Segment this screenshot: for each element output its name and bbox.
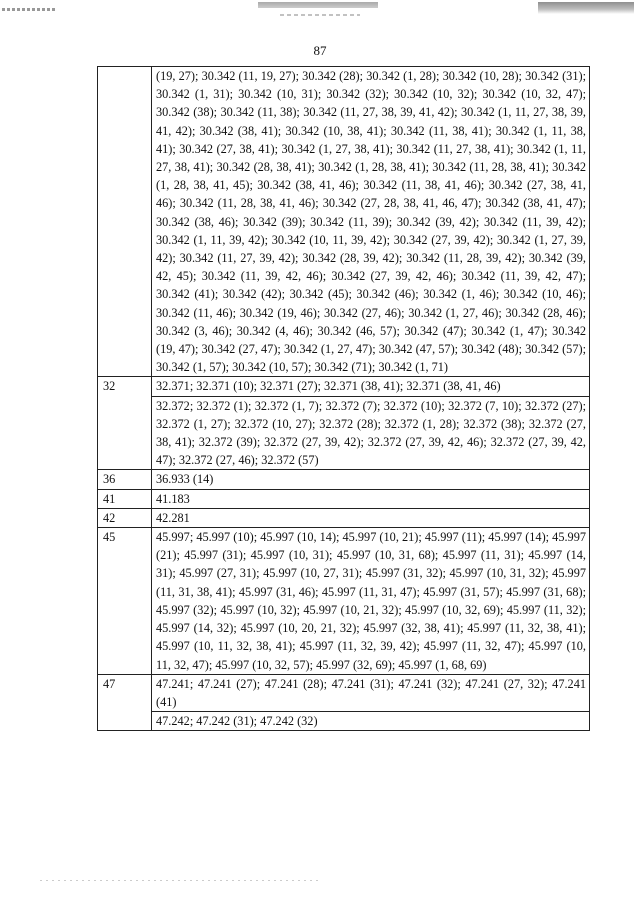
section-code: 32 bbox=[98, 377, 152, 470]
scan-mark bbox=[280, 14, 360, 16]
code-list: 42.281 bbox=[152, 508, 590, 527]
table-row bbox=[98, 508, 590, 527]
table-row bbox=[98, 674, 590, 711]
scan-mark bbox=[258, 2, 378, 8]
section-code: 47 bbox=[98, 674, 152, 731]
code-list: (19, 27); 30.342 (11, 19, 27); 30.342 (28); 30.342 (1, 28); 30.342 (10, 28); 30.342 (31); 30.342 (1, 31); 30.342 (10, 31); 30.342 (32); 30.342 (10, 32); 30.342 (10, 32, 47); 30.342 (38); 30.342 (11, 38); 30.342 (11, 27, 38, 39, 41, 42); 30.342 (1, 11, 27, 38, 39, 41, 42); 30.342 (38, 41); 30.342 (10, 38, 41); 30.342 (11, 38, 41); 30.342 (1, 11, 38, 41); 30.342 (27, 38, 41); 30.342 (1, 27, 38, 41); 30.342 (11, 27, 38, 41); 30.342 (1, 11, 27, 38, 41); 30.342 (28, 38, 41); 30.342 (1, 28, 38, 41); 30.342 (11, 28, 38, 41); 30.342 (1, 28, 38, 41, 45); 30.342 (38, 41, 46); 30.342 (11, 38, 41, 46); 30.342 (27, 38, 41, 46); 30.342 (11, 28, 38, 41, 46); 30.342 (27, 28, 38, 41, 46, 47); 30.342 (38, 41, 47); 30.342 (38, 46); 30.342 (39); 30.342 (11, 39); 30.342 (39, 42); 30.342 (11, 39, 42); 30.342 (1, 11, 39, 42); 30.342 (10, 11, 39, 42); 30.342 (27, 39, 42); 30.342 (1, 27, 39, 42); 30.342 (11, 27, 39, 42); 30.342 (28, 39, 42); 30.342 (11, 28, 39, 42); 30.342 (39, 42, 45); 30.342 (11, 39, 42, 46); 30.342 (27, 39, 42, 46); 30.342 (11, 39, 42, 47); 30.342 (41); 30.342 (42); 30.342 (45); 30.342 (46); 30.342 (1, 46); 30.342 (10, 46); 30.342 (11, 46); 30.342 (19, 46); 30.342 (27, 46); 30.342 (1, 27, 46); 30.342 (28, 46); 30.342 (3, 46); 30.342 (4, 46); 30.342 (46, 57); 30.342 (47); 30.342 (1, 47); 30.342 (19, 47); 30.342 (27, 47); 30.342 (1, 27, 47); 30.342 (47, 57); 30.342 (48); 30.342 (57); 30.342 (1, 57); 30.342 (10, 57); 30.342 (71); 30.342 (1, 71) bbox=[152, 67, 590, 377]
scan-artifact-bottom bbox=[40, 880, 320, 881]
section-code: 45 bbox=[98, 528, 152, 675]
table-row bbox=[98, 67, 590, 377]
code-list: 45.997; 45.997 (10); 45.997 (10, 14); 45.997 (10, 21); 45.997 (11); 45.997 (14); 45.997 (21); 45.997 (31); 45.997 (10, 31); 45.997 (10, 31, 68); 45.997 (11, 31); 45.997 (14, 31); 45.997 (27, 31); 45.997 (10, 27, 31); 45.997 (31, 32); 45.997 (10, 31, 32); 45.997 (11, 31, 38, 41); 45.997 (31, 46); 45.997 (11, 31, 47); 45.997 (31, 57); 45.997 (31, 68); 45.997 (32); 45.997 (10, 32); 45.997 (10, 21, 32); 45.997 (10, 32, 69); 45.997 (11, 32); 45.997 (14, 32); 45.997 (10, 20, 21, 32); 45.997 (32, 38, 41); 45.997 (11, 32, 38, 41); 45.997 (10, 11, 32, 38, 41); 45.997 (11, 32, 39, 42); 45.997 (11, 32, 47); 45.997 (10, 11, 32, 47); 45.997 (10, 32, 57); 45.997 (32, 69); 45.997 (1, 68, 69) bbox=[152, 528, 590, 675]
table-row bbox=[98, 377, 590, 396]
code-list: 32.372; 32.372 (1); 32.372 (1, 7); 32.372 (7); 32.372 (10); 32.372 (7, 10); 32.372 (27); 32.372 (1, 27); 32.372 (10, 27); 32.372 (28); 32.372 (1, 28); 32.372 (38); 32.372 (27, 38, 41); 32.372 (39); 32.372 (27, 39, 42); 32.372 (27, 39, 42, 46); 32.372 (27, 39, 42, 47); 32.372 (27, 46); 32.372 (57) bbox=[152, 396, 590, 470]
code-list: 36.933 (14) bbox=[152, 470, 590, 489]
classification-table bbox=[97, 66, 590, 731]
scan-mark bbox=[538, 2, 634, 14]
section-code: 42 bbox=[98, 508, 152, 527]
scan-mark bbox=[2, 8, 57, 11]
section-code: 36 bbox=[98, 470, 152, 489]
code-list: 47.242; 47.242 (31); 47.242 (32) bbox=[152, 712, 590, 731]
code-list: 41.183 bbox=[152, 489, 590, 508]
page-number: 87 bbox=[313, 43, 327, 58]
table-row bbox=[98, 396, 590, 470]
code-list: 32.371; 32.371 (10); 32.371 (27); 32.371 (38, 41); 32.371 (38, 41, 46) bbox=[152, 377, 590, 396]
code-list: 47.241; 47.241 (27); 47.241 (28); 47.241 (31); 47.241 (32); 47.241 (27, 32); 47.241 (41) bbox=[152, 674, 590, 711]
scan-artifacts-top bbox=[0, 0, 640, 22]
table-row bbox=[98, 712, 590, 731]
table-row bbox=[98, 489, 590, 508]
table-row bbox=[98, 470, 590, 489]
section-code: 41 bbox=[98, 489, 152, 508]
table-row bbox=[98, 528, 590, 675]
section-code bbox=[98, 67, 152, 377]
